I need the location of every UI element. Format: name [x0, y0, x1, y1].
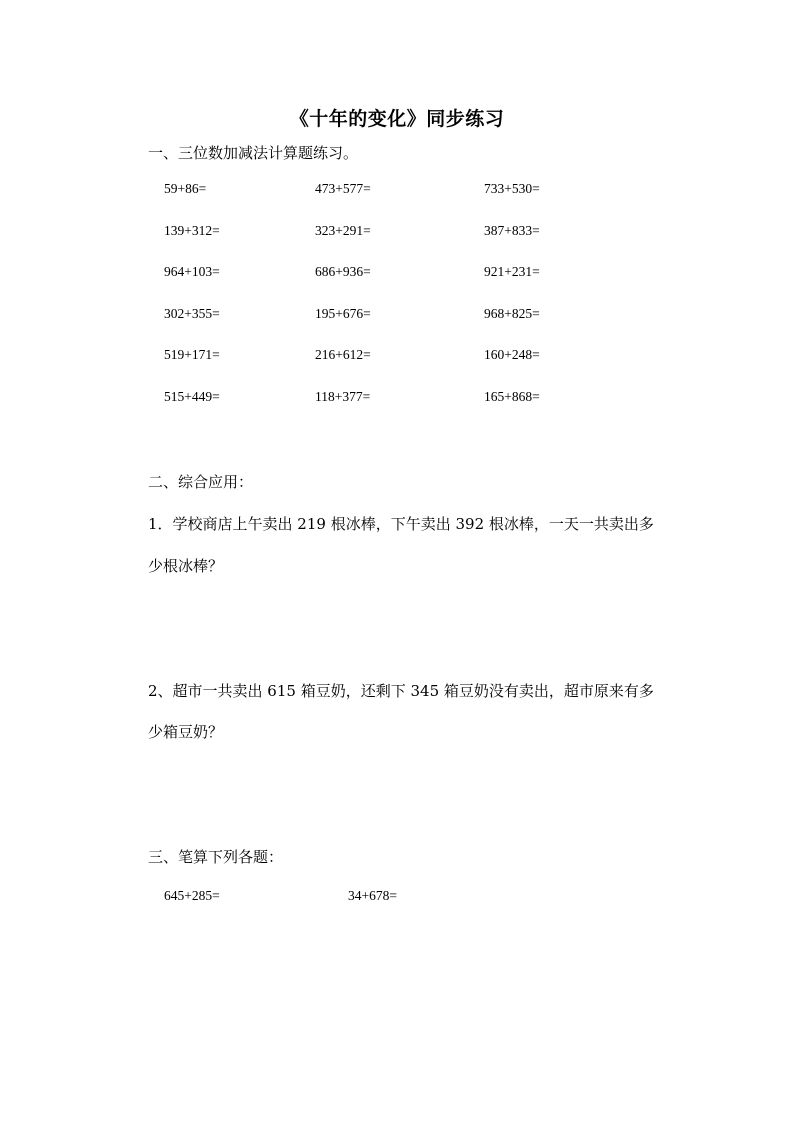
section3-heading: 三、笔算下列各题： [148, 848, 284, 866]
written-problem: 34+678= [348, 888, 397, 903]
question-1-line-1: 1．学校商店上午卖出 219 根冰棒，下午卖出 392 根冰棒，一天一共卖出多 [148, 515, 654, 533]
equation: 968+825= [484, 306, 540, 321]
equation: 165+868= [484, 389, 540, 404]
written-problem: 645+285= [164, 888, 220, 903]
equation: 160+248= [484, 347, 540, 362]
question-1-line-2: 少根冰棒？ [148, 557, 224, 575]
equation: 216+612= [315, 347, 371, 362]
equation: 519+171= [164, 347, 220, 362]
section2-heading: 二、综合应用： [148, 473, 254, 491]
equation: 733+530= [484, 181, 540, 196]
equation: 964+103= [164, 264, 220, 279]
equation: 59+86= [164, 181, 207, 196]
equation: 323+291= [315, 223, 371, 238]
equation: 302+355= [164, 306, 220, 321]
equation: 473+577= [315, 181, 371, 196]
equation: 921+231= [484, 264, 540, 279]
question-2-line-2: 少箱豆奶？ [148, 723, 224, 741]
page-title: 《十年的变化》同步练习 [289, 108, 505, 130]
equation: 195+676= [315, 306, 371, 321]
equation: 118+377= [315, 389, 371, 404]
section1-heading: 一、三位数加减法计算题练习。 [148, 144, 359, 162]
equation: 686+936= [315, 264, 371, 279]
equation: 387+833= [484, 223, 540, 238]
question-2-line-1: 2、超市一共卖出 615 箱豆奶，还剩下 345 箱豆奶没有卖出，超市原来有多 [148, 682, 654, 700]
equation: 515+449= [164, 389, 220, 404]
equation: 139+312= [164, 223, 220, 238]
